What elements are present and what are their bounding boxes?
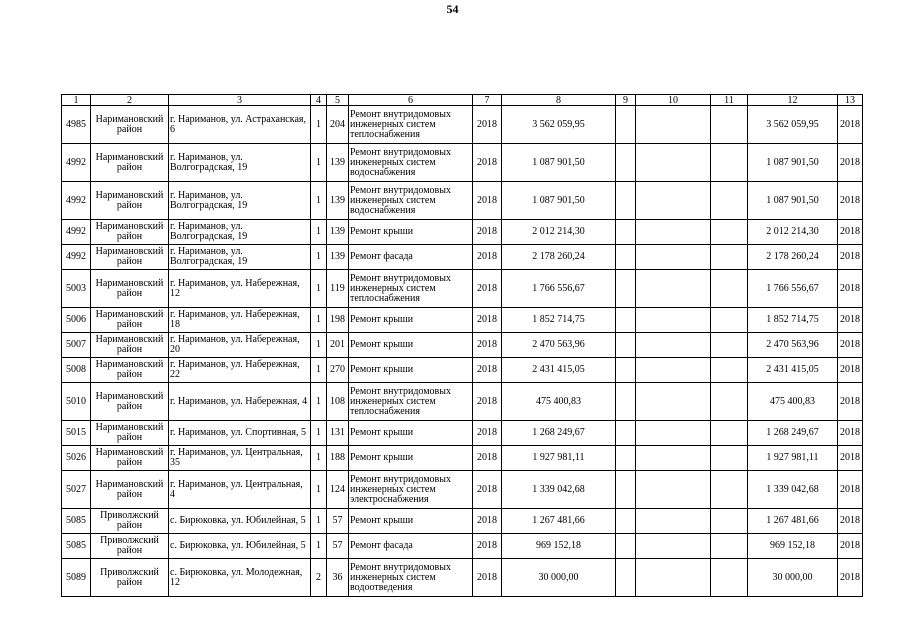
- row-number-cell: 4992: [62, 182, 91, 220]
- col10-cell: [636, 308, 711, 333]
- row-number-cell: 4985: [62, 106, 91, 144]
- cost-cell: 1 267 481,66: [502, 509, 616, 534]
- total-cost-cell: 2 012 214,30: [748, 220, 838, 245]
- col5-cell: 198: [327, 308, 349, 333]
- row-number-cell: 5006: [62, 308, 91, 333]
- district-cell: Наримановский район: [91, 270, 169, 308]
- row-number-cell: 5027: [62, 471, 91, 509]
- total-cost-cell: 1 927 981,11: [748, 446, 838, 471]
- col11-cell: [711, 471, 748, 509]
- col10-cell: [636, 471, 711, 509]
- row-number-cell: 4992: [62, 220, 91, 245]
- address-cell: г. Нариманов, ул. Набережная, 22: [169, 358, 311, 383]
- cost-cell: 2 470 563,96: [502, 333, 616, 358]
- col4-cell: 1: [311, 534, 327, 559]
- row-number-cell: 5015: [62, 421, 91, 446]
- cost-cell: 1 268 249,67: [502, 421, 616, 446]
- col5-cell: 139: [327, 144, 349, 182]
- col10-cell: [636, 446, 711, 471]
- cost-cell: 1 339 042,68: [502, 471, 616, 509]
- col10-cell: [636, 358, 711, 383]
- column-header: 10: [636, 95, 711, 106]
- cost-cell: 969 152,18: [502, 534, 616, 559]
- col4-cell: 1: [311, 421, 327, 446]
- row-number-cell: 5008: [62, 358, 91, 383]
- page-number: 54: [446, 2, 459, 16]
- column-header: 9: [616, 95, 636, 106]
- district-cell: Наримановский район: [91, 220, 169, 245]
- work-type-cell: Ремонт внутридомовых инженерных систем электроснабжения: [349, 471, 473, 509]
- table-row: [62, 245, 863, 270]
- cost-cell: 2 012 214,30: [502, 220, 616, 245]
- year-cell: 2018: [473, 106, 502, 144]
- column-header: 13: [838, 95, 863, 106]
- table-body: [62, 106, 863, 597]
- cost-cell: 1 852 714,75: [502, 308, 616, 333]
- table-row: [62, 308, 863, 333]
- col10-cell: [636, 534, 711, 559]
- col4-cell: 1: [311, 106, 327, 144]
- total-cost-cell: 1 339 042,68: [748, 471, 838, 509]
- col5-cell: 139: [327, 245, 349, 270]
- col5-cell: 124: [327, 471, 349, 509]
- row-number-cell: 5089: [62, 559, 91, 597]
- col5-cell: 139: [327, 182, 349, 220]
- col11-cell: [711, 182, 748, 220]
- total-cost-cell: 969 152,18: [748, 534, 838, 559]
- year-cell: 2018: [473, 421, 502, 446]
- cost-cell: 1 927 981,11: [502, 446, 616, 471]
- work-type-cell: Ремонт крыши: [349, 333, 473, 358]
- col4-cell: 1: [311, 144, 327, 182]
- year-cell: 2018: [473, 383, 502, 421]
- end-year-cell: 2018: [838, 270, 863, 308]
- total-cost-cell: 1 267 481,66: [748, 509, 838, 534]
- col5-cell: 57: [327, 534, 349, 559]
- district-cell: Наримановский район: [91, 333, 169, 358]
- cost-cell: 30 000,00: [502, 559, 616, 597]
- address-cell: г. Нариманов, ул. Набережная, 4: [169, 383, 311, 421]
- col9-cell: [616, 559, 636, 597]
- col11-cell: [711, 333, 748, 358]
- table-row: [62, 270, 863, 308]
- col10-cell: [636, 333, 711, 358]
- work-type-cell: Ремонт внутридомовых инженерных систем теплоснабжения: [349, 383, 473, 421]
- col4-cell: 1: [311, 509, 327, 534]
- end-year-cell: 2018: [838, 182, 863, 220]
- total-cost-cell: 30 000,00: [748, 559, 838, 597]
- district-cell: Наримановский район: [91, 245, 169, 270]
- col11-cell: [711, 220, 748, 245]
- col11-cell: [711, 509, 748, 534]
- district-cell: Наримановский район: [91, 446, 169, 471]
- end-year-cell: 2018: [838, 534, 863, 559]
- col5-cell: 201: [327, 333, 349, 358]
- year-cell: 2018: [473, 358, 502, 383]
- col10-cell: [636, 220, 711, 245]
- column-header: 4: [311, 95, 327, 106]
- work-type-cell: Ремонт крыши: [349, 308, 473, 333]
- col11-cell: [711, 358, 748, 383]
- col9-cell: [616, 358, 636, 383]
- col4-cell: 1: [311, 270, 327, 308]
- district-cell: Наримановский район: [91, 308, 169, 333]
- work-type-cell: Ремонт внутридомовых инженерных систем водоснабжения: [349, 182, 473, 220]
- total-cost-cell: 1 087 901,50: [748, 144, 838, 182]
- col11-cell: [711, 534, 748, 559]
- col9-cell: [616, 471, 636, 509]
- row-number-cell: 5003: [62, 270, 91, 308]
- col4-cell: 1: [311, 471, 327, 509]
- total-cost-cell: 3 562 059,95: [748, 106, 838, 144]
- year-cell: 2018: [473, 220, 502, 245]
- year-cell: 2018: [473, 446, 502, 471]
- col10-cell: [636, 383, 711, 421]
- column-header: 2: [91, 95, 169, 106]
- row-number-cell: 5026: [62, 446, 91, 471]
- cost-cell: 3 562 059,95: [502, 106, 616, 144]
- col9-cell: [616, 509, 636, 534]
- table-row: [62, 220, 863, 245]
- row-number-cell: 5085: [62, 509, 91, 534]
- year-cell: 2018: [473, 559, 502, 597]
- col9-cell: [616, 144, 636, 182]
- col10-cell: [636, 559, 711, 597]
- district-cell: Приволжский район: [91, 559, 169, 597]
- work-type-cell: Ремонт крыши: [349, 446, 473, 471]
- total-cost-cell: 1 852 714,75: [748, 308, 838, 333]
- address-cell: с. Бирюковка, ул. Юбилейная, 5: [169, 509, 311, 534]
- end-year-cell: 2018: [838, 106, 863, 144]
- table-row: [62, 559, 863, 597]
- cost-cell: 1 766 556,67: [502, 270, 616, 308]
- header-row: [62, 95, 863, 106]
- col5-cell: 204: [327, 106, 349, 144]
- work-type-cell: Ремонт крыши: [349, 220, 473, 245]
- col5-cell: 270: [327, 358, 349, 383]
- col9-cell: [616, 383, 636, 421]
- cost-cell: 1 087 901,50: [502, 182, 616, 220]
- col9-cell: [616, 270, 636, 308]
- column-header: 3: [169, 95, 311, 106]
- col5-cell: 119: [327, 270, 349, 308]
- end-year-cell: 2018: [838, 358, 863, 383]
- column-header: 12: [748, 95, 838, 106]
- col10-cell: [636, 509, 711, 534]
- table-row: [62, 358, 863, 383]
- col11-cell: [711, 245, 748, 270]
- work-type-cell: Ремонт внутридомовых инженерных систем теплоснабжения: [349, 106, 473, 144]
- col11-cell: [711, 270, 748, 308]
- total-cost-cell: 2 470 563,96: [748, 333, 838, 358]
- district-cell: Наримановский район: [91, 144, 169, 182]
- col10-cell: [636, 245, 711, 270]
- col4-cell: 1: [311, 220, 327, 245]
- repair-schedule-table: [61, 94, 863, 597]
- address-cell: г. Нариманов, ул. Волгоградская, 19: [169, 220, 311, 245]
- row-number-cell: 5010: [62, 383, 91, 421]
- work-type-cell: Ремонт крыши: [349, 421, 473, 446]
- table-row: [62, 182, 863, 220]
- col9-cell: [616, 245, 636, 270]
- year-cell: 2018: [473, 333, 502, 358]
- address-cell: г. Нариманов, ул. Центральная, 35: [169, 446, 311, 471]
- table-row: [62, 333, 863, 358]
- work-type-cell: Ремонт внутридомовых инженерных систем водоснабжения: [349, 144, 473, 182]
- col9-cell: [616, 220, 636, 245]
- end-year-cell: 2018: [838, 333, 863, 358]
- total-cost-cell: 1 766 556,67: [748, 270, 838, 308]
- col10-cell: [636, 106, 711, 144]
- table-row: [62, 471, 863, 509]
- address-cell: с. Бирюковка, ул. Юбилейная, 5: [169, 534, 311, 559]
- col11-cell: [711, 559, 748, 597]
- total-cost-cell: 1 268 249,67: [748, 421, 838, 446]
- district-cell: Приволжский район: [91, 534, 169, 559]
- col11-cell: [711, 446, 748, 471]
- table-row: [62, 106, 863, 144]
- end-year-cell: 2018: [838, 471, 863, 509]
- end-year-cell: 2018: [838, 308, 863, 333]
- col4-cell: 1: [311, 358, 327, 383]
- year-cell: 2018: [473, 534, 502, 559]
- address-cell: г. Нариманов, ул. Спортивная, 5: [169, 421, 311, 446]
- address-cell: г. Нариманов, ул. Волгоградская, 19: [169, 245, 311, 270]
- end-year-cell: 2018: [838, 245, 863, 270]
- table-row: [62, 383, 863, 421]
- work-type-cell: Ремонт крыши: [349, 358, 473, 383]
- column-header: 8: [502, 95, 616, 106]
- col10-cell: [636, 270, 711, 308]
- end-year-cell: 2018: [838, 509, 863, 534]
- table-row: [62, 421, 863, 446]
- col9-cell: [616, 308, 636, 333]
- col11-cell: [711, 106, 748, 144]
- cost-cell: 2 431 415,05: [502, 358, 616, 383]
- total-cost-cell: 475 400,83: [748, 383, 838, 421]
- end-year-cell: 2018: [838, 446, 863, 471]
- table-row: [62, 144, 863, 182]
- col9-cell: [616, 534, 636, 559]
- col4-cell: 1: [311, 308, 327, 333]
- col5-cell: 36: [327, 559, 349, 597]
- address-cell: г. Нариманов, ул. Волгоградская, 19: [169, 144, 311, 182]
- end-year-cell: 2018: [838, 144, 863, 182]
- address-cell: г. Нариманов, ул. Набережная, 20: [169, 333, 311, 358]
- col9-cell: [616, 446, 636, 471]
- total-cost-cell: 2 431 415,05: [748, 358, 838, 383]
- work-type-cell: Ремонт фасада: [349, 245, 473, 270]
- row-number-cell: 4992: [62, 245, 91, 270]
- col11-cell: [711, 383, 748, 421]
- district-cell: Наримановский район: [91, 182, 169, 220]
- end-year-cell: 2018: [838, 220, 863, 245]
- district-cell: Наримановский район: [91, 106, 169, 144]
- column-header: 11: [711, 95, 748, 106]
- column-header: 7: [473, 95, 502, 106]
- year-cell: 2018: [473, 182, 502, 220]
- total-cost-cell: 1 087 901,50: [748, 182, 838, 220]
- year-cell: 2018: [473, 308, 502, 333]
- col11-cell: [711, 144, 748, 182]
- row-number-cell: 5085: [62, 534, 91, 559]
- cost-cell: 475 400,83: [502, 383, 616, 421]
- col4-cell: 1: [311, 245, 327, 270]
- col10-cell: [636, 144, 711, 182]
- address-cell: г. Нариманов, ул. Набережная, 18: [169, 308, 311, 333]
- end-year-cell: 2018: [838, 383, 863, 421]
- col9-cell: [616, 421, 636, 446]
- year-cell: 2018: [473, 509, 502, 534]
- col11-cell: [711, 421, 748, 446]
- col9-cell: [616, 333, 636, 358]
- address-cell: с. Бирюковка, ул. Молодежная, 12: [169, 559, 311, 597]
- total-cost-cell: 2 178 260,24: [748, 245, 838, 270]
- table-row: [62, 446, 863, 471]
- col5-cell: 188: [327, 446, 349, 471]
- year-cell: 2018: [473, 471, 502, 509]
- col4-cell: 1: [311, 182, 327, 220]
- year-cell: 2018: [473, 270, 502, 308]
- col5-cell: 131: [327, 421, 349, 446]
- work-type-cell: Ремонт фасада: [349, 534, 473, 559]
- end-year-cell: 2018: [838, 559, 863, 597]
- district-cell: Наримановский район: [91, 421, 169, 446]
- district-cell: Приволжский район: [91, 509, 169, 534]
- column-header: 1: [62, 95, 91, 106]
- work-type-cell: Ремонт крыши: [349, 509, 473, 534]
- cost-cell: 1 087 901,50: [502, 144, 616, 182]
- table-row: [62, 534, 863, 559]
- col5-cell: 139: [327, 220, 349, 245]
- col10-cell: [636, 182, 711, 220]
- work-type-cell: Ремонт внутридомовых инженерных систем водоотведения: [349, 559, 473, 597]
- address-cell: г. Нариманов, ул. Астраханская, 6: [169, 106, 311, 144]
- end-year-cell: 2018: [838, 421, 863, 446]
- row-number-cell: 5007: [62, 333, 91, 358]
- col4-cell: 1: [311, 333, 327, 358]
- col11-cell: [711, 308, 748, 333]
- district-cell: Наримановский район: [91, 358, 169, 383]
- work-type-cell: Ремонт внутридомовых инженерных систем теплоснабжения: [349, 270, 473, 308]
- table-row: [62, 509, 863, 534]
- address-cell: г. Нариманов, ул. Набережная, 12: [169, 270, 311, 308]
- col5-cell: 108: [327, 383, 349, 421]
- cost-cell: 2 178 260,24: [502, 245, 616, 270]
- col10-cell: [636, 421, 711, 446]
- district-cell: Наримановский район: [91, 383, 169, 421]
- year-cell: 2018: [473, 144, 502, 182]
- col9-cell: [616, 182, 636, 220]
- column-header: 6: [349, 95, 473, 106]
- col4-cell: 1: [311, 446, 327, 471]
- address-cell: г. Нариманов, ул. Волгоградская, 19: [169, 182, 311, 220]
- column-header: 5: [327, 95, 349, 106]
- year-cell: 2018: [473, 245, 502, 270]
- col4-cell: 2: [311, 559, 327, 597]
- row-number-cell: 4992: [62, 144, 91, 182]
- col5-cell: 57: [327, 509, 349, 534]
- address-cell: г. Нариманов, ул. Центральная, 4: [169, 471, 311, 509]
- col9-cell: [616, 106, 636, 144]
- col4-cell: 1: [311, 383, 327, 421]
- district-cell: Наримановский район: [91, 471, 169, 509]
